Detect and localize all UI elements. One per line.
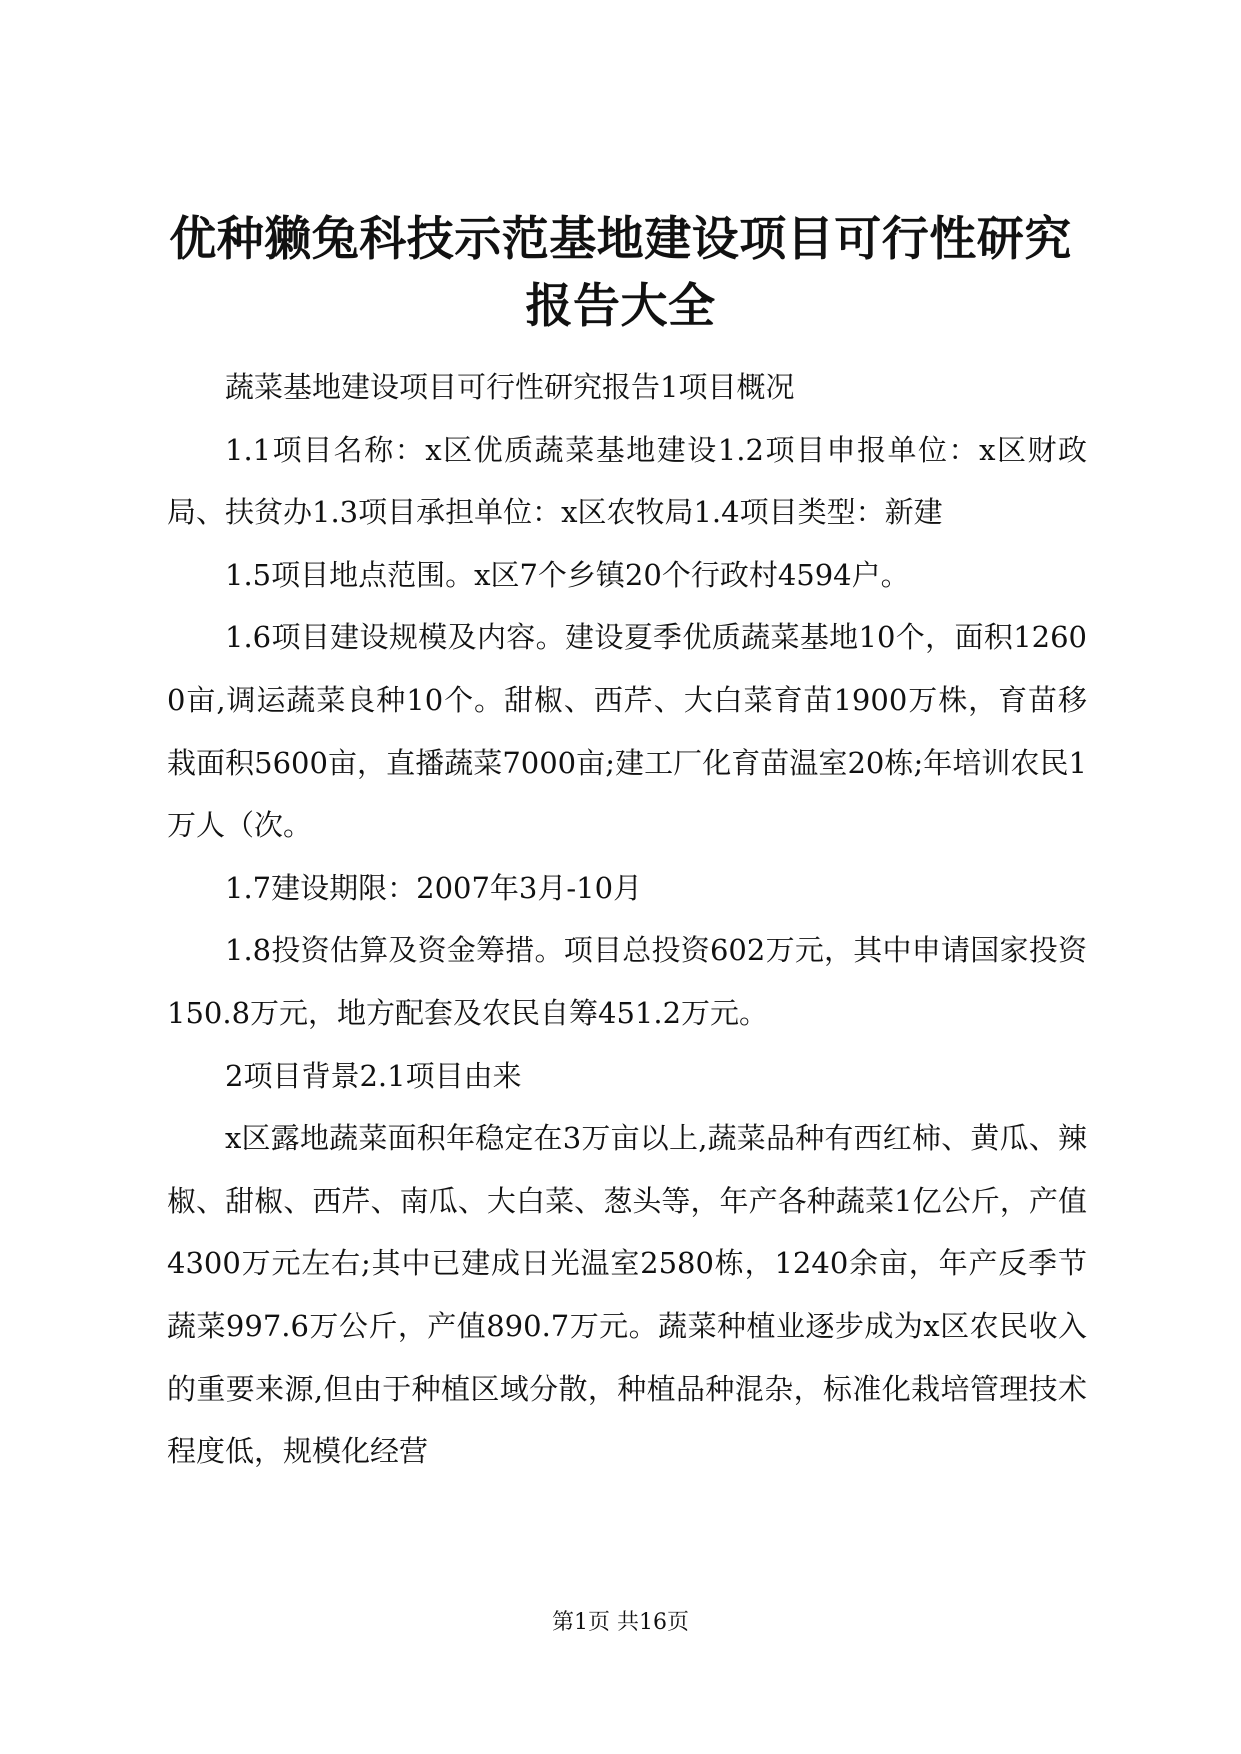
page-footer: 第1页 共16页 xyxy=(552,1610,689,1635)
document-title: 优种獭兔科技示范基地建设项目可行性研究报告大全 xyxy=(169,212,1072,334)
document-body xyxy=(167,356,1087,1483)
paragraph-project-location: 1.5项目地点范围。x区7个乡镇20个行政村4594户。 xyxy=(225,557,910,592)
paragraph-project-scale: 1.6项目建设规模及内容。建设夏季优质蔬菜基地10个，面积12600亩,调运蔬菜良种10个。甜椒、西芹、大白菜育苗1900万株，育苗移栽面积5600亩，直播蔬菜7000亩;建工厂化育苗温室20栋;年培训农民1万人（次。 xyxy=(167,620,1087,843)
paragraph-background-heading: 2项目背景2.1项目由来 xyxy=(225,1058,522,1093)
paragraph-investment: 1.8投资估算及资金筹措。项目总投资602万元，其中申请国家投资150.8万元，地方配套及农民自筹451.2万元。 xyxy=(167,933,1087,1030)
paragraph-report-heading: 蔬菜基地建设项目可行性研究报告1项目概况 xyxy=(225,370,795,404)
paragraph-construction-period: 1.7建设期限：2007年3月-10月 xyxy=(225,870,643,905)
paragraph-project-info: 1.1项目名称：x区优质蔬菜基地建设1.2项目申报单位：x区财政局、扶贫办1.3项目承担单位：x区农牧局1.4项目类型：新建 xyxy=(167,432,1087,530)
paragraph-background-text: x区露地蔬菜面积年稳定在3万亩以上,蔬菜品种有西红柿、黄瓜、辣椒、甜椒、西芹、南瓜、大白菜、葱头等，年产各种蔬菜1亿公斤，产值4300万元左右;其中已建成日光温室2580栋，1240余亩，年产反季节蔬菜997.6万公斤，产值890.7万元。蔬菜种植业逐步成为x区农民收入的重要来源,但由于种植区域分散，种植品种混杂，标准化栽培管理技术程度低，规模化经营 xyxy=(167,1121,1087,1469)
